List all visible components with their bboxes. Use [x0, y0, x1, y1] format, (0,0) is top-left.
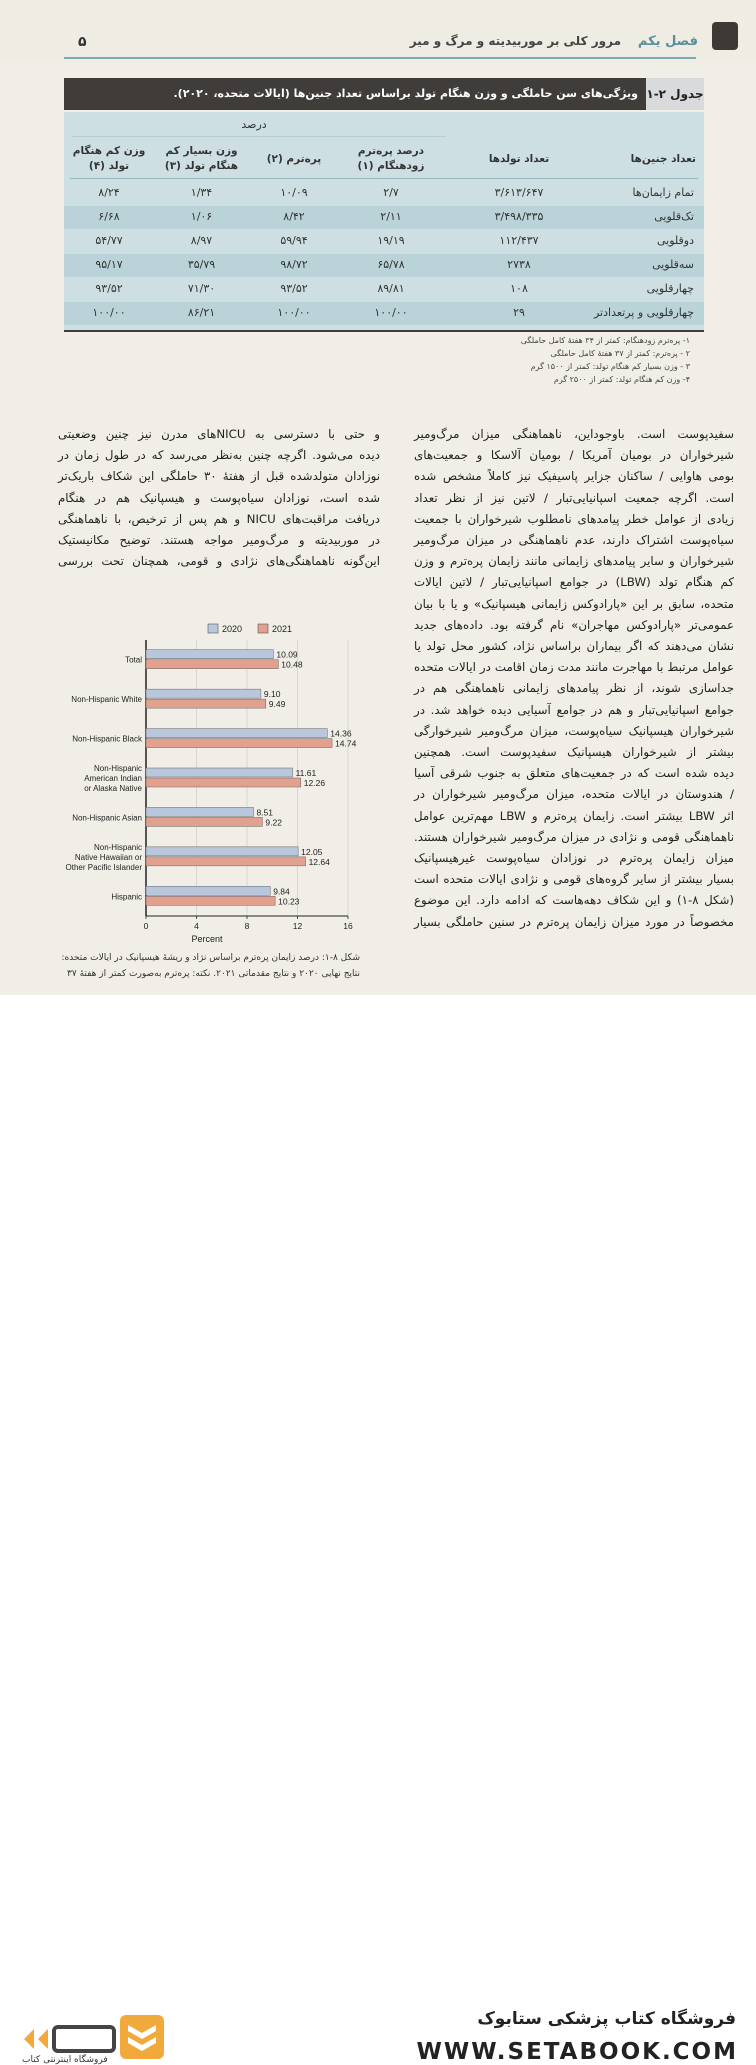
category-label: or Alaska Native	[84, 784, 142, 793]
table-cell: ۲۹	[513, 306, 525, 319]
table-cell: ۳/۴۹۸/۳۳۵	[494, 210, 544, 223]
table-cell: ۹۸/۷۲	[280, 258, 308, 271]
table-cell: ۱۰/۰۹	[280, 186, 308, 199]
table-title: ویژگی‌های سن حاملگی و وزن هنگام تولد براساس تعداد جنین‌ها (ایالات متحده، ۲۰۲۰).	[173, 87, 638, 100]
table-cell: ۷۱/۳۰	[187, 282, 216, 295]
legend-swatch	[258, 624, 268, 633]
col-header-vlbw: وزن بسیار کم هنگام تولد (۳)	[164, 145, 239, 172]
chapter-label: فصل یکم	[637, 34, 698, 49]
text-line: شیرخواران و سایر پیامدهای زایمانی مانند زایمان پره‌ترم و وزن	[414, 554, 734, 569]
category-label: Non-Hispanic	[93, 842, 142, 852]
category-label: Other Pacific Islander	[65, 862, 142, 872]
body-text-left-column	[58, 424, 380, 572]
caption-line: نتایج نهایی ۲۰۲۰ و نتایج مقدماتی ۲۰۲۱. نکته: پره‌ترم به‌صورت کمتر از هفتهٔ ۳۷	[67, 969, 360, 979]
bar-2020	[146, 689, 261, 698]
table-cell: چهارقلویی و پرتعدادتر	[593, 306, 694, 319]
text-line: اثر LBW بیشتر است. زایمان پره‌ترم و LBW مهم‌ترین عوامل	[414, 808, 734, 823]
header-rule	[70, 178, 698, 179]
chapter-logo	[712, 22, 738, 50]
text-line: عمومی‌تر «پارادوکس مهاجران» نام گرفته بود. داده‌های جدید	[414, 617, 734, 632]
x-axis-label: Percent	[191, 934, 223, 944]
bar-2021	[146, 857, 306, 866]
text-line: ناهماهنگی قومی و نژادی در میزان مرگ‌ومیر شیرخواران هستند.	[414, 829, 734, 844]
table-label: جدول ۲-۱	[646, 78, 704, 110]
bar-2021	[146, 778, 301, 787]
table-cell: ۱۰۰/۰۰	[374, 306, 408, 319]
text-line: دریافت مراقبت‌های NICU و هم پس از ترخیص، با ناهماهنگی	[58, 511, 380, 526]
table-cell: ۱۱۲/۴۳۷	[499, 234, 539, 247]
table-cell: ۱/۰۶	[190, 210, 213, 223]
figure-caption	[60, 950, 360, 982]
category-label: Hispanic	[111, 892, 142, 902]
bar-2021	[146, 699, 266, 708]
table-row	[64, 230, 704, 253]
table-group-header: درصد	[241, 118, 267, 131]
table-cell: ۱۰۸	[510, 282, 528, 295]
table-cell: ۸۹/۸۱	[377, 282, 405, 295]
text-line: در موربیدیته و مرگ‌ومیر مواجه هستند. توضیح مکانیستیک	[58, 533, 380, 548]
bar-value-label: 9.49	[268, 699, 286, 710]
footnote: ۳ - وزن بسیار کم هنگام تولد: کمتر از ۱۵۰۰ گرم	[530, 362, 690, 371]
bar-2020	[146, 650, 273, 659]
text-line: بسیار بیشتر از سایر گروه‌های قومی و نژادی ایالات متحده است	[414, 872, 734, 887]
table-cell: ۳۵/۷۹	[187, 258, 216, 271]
caption-line: شکل ۸-۱: درصد زایمان پره‌ترم براساس نژاد و ریشهٔ هیسپانیک در ایالات متحده:	[61, 953, 360, 963]
table-bottom-rule	[64, 330, 704, 332]
category-label: Non-Hispanic White	[71, 695, 142, 705]
table-cell: ۳/۶۱۳/۶۴۷	[494, 186, 544, 199]
col-header-fetuses: تعداد جنین‌ها	[630, 153, 696, 165]
page-number: ۵	[78, 34, 87, 50]
table-cell: ۱۹/۱۹	[377, 234, 405, 247]
brand-subtitle: فروشگاه اینترنتی کتاب	[22, 2055, 108, 2065]
text-line: بومی هاوایی / ساکنان جزایر پاسیفیک نیز کاملاً مشخص شده	[414, 469, 734, 484]
col-header-lbw: وزن کم هنگام تولد (۴)	[72, 145, 146, 172]
data-table	[64, 112, 704, 330]
category-label: Non-Hispanic Black	[72, 734, 142, 744]
bar-2021	[146, 896, 275, 905]
table-row	[64, 278, 704, 301]
text-line: جوامع اسپانیایی‌تبار و هم در جوامع آسیایی دیده خواهد شد. در	[414, 702, 734, 717]
bar-value-label: 10.09	[276, 649, 298, 660]
table-cell: ۹۵/۱۷	[95, 258, 123, 271]
text-line: (شکل ۸-۱) و این شکاف دهه‌هاست که ادامه دارد. این موضوع	[414, 893, 735, 908]
col-header-preterm: پره‌ترم (۲)	[266, 153, 322, 165]
bar-value-label: 9.22	[265, 817, 282, 828]
book-page	[0, 0, 756, 995]
brand-wordmark	[54, 2027, 114, 2051]
bar-2021	[146, 660, 278, 669]
running-title: مرور کلی بر موربیدیته و مرگ و میر	[409, 34, 621, 48]
table-row	[64, 254, 704, 277]
bar-value-label: 14.36	[330, 728, 352, 739]
col-header-early-preterm: درصد پره‌ترم زودهنگام (۱)	[357, 145, 425, 172]
text-line: دیده شده است که در جمعیت‌های متعلق به جنوب شرقی آسیا	[414, 766, 734, 781]
bar-2020	[146, 886, 270, 895]
table-cell: ۸/۲۴	[98, 186, 120, 199]
x-tick-label: 4	[194, 921, 199, 931]
x-tick-label: 12	[292, 921, 303, 931]
table-cell: ۲۷۳۸	[507, 258, 531, 271]
table-cell: ۱/۳۴	[190, 186, 213, 199]
bar-value-label: 9.10	[263, 689, 281, 700]
text-line: نوزادان متولدشده قبل از هفتهٔ ۳۰ حاملگی این شکاف باریک‌تر	[58, 469, 380, 484]
group-rule	[72, 136, 446, 137]
table-cell: ۸/۴۲	[283, 210, 305, 223]
table-cell: ۹۳/۵۲	[95, 282, 123, 295]
text-line: عوامل مرتبط با مهاجرت مانند مدت زمان اقامت در ایالات متحده	[414, 660, 734, 675]
table-cell: چهارقلویی	[646, 282, 694, 295]
table-row	[64, 302, 704, 325]
category-label: Non-Hispanic	[93, 764, 142, 773]
text-line: جداسازی شوند، از نظر پیامدهای زایمانی ناهماهنگی هم در	[414, 681, 734, 696]
table-cell: ۹۳/۵۲	[280, 282, 308, 295]
table-cell: ۲/۱۱	[380, 210, 402, 223]
table-cell: تمام زایمان‌ها	[632, 186, 694, 199]
text-line: / هندوستان در ایالات متحده، میزان مرگ‌ومیر شیرخواران در	[414, 787, 734, 802]
bar-value-label: 10.23	[278, 896, 300, 907]
text-line: کم هنگام تولد (LBW) در جوامع اسپانیایی‌تبار / لاتین ایالات	[414, 575, 734, 590]
text-line: مخصوصاً در مورد میزان زایمان پره‌ترم در سنین حاملگی بسیار	[414, 914, 734, 929]
bar-2020	[146, 768, 293, 777]
preterm-bar-chart	[58, 618, 358, 948]
text-line: دیده می‌شود. اگرچه چنین به‌نظر می‌رسد که در طول زمان در	[58, 448, 380, 463]
text-line: نشان می‌دهند که اگر بیماران براساس نژاد، کشور محل تولد یا	[414, 639, 734, 654]
bar-value-label: 12.64	[308, 856, 330, 867]
table-cell: ۱۰۰/۰۰	[277, 306, 311, 319]
category-label: Non-Hispanic Asian	[72, 813, 142, 823]
x-tick-label: 16	[343, 921, 353, 931]
text-line: شیرخواران هیسپانیک سیاه‌پوست، میزان مرگ‌ومیر شیرخوارگی	[414, 723, 734, 738]
table-title-bar	[64, 78, 704, 110]
text-line: این‌گونه ناهماهنگی‌های نژادی و قومی، همچنان تحت بررسی	[58, 554, 380, 569]
legend-label: 2020	[222, 624, 243, 634]
bar-value-label: 8.51	[256, 807, 273, 818]
table-cell: ۱۰۰/۰۰	[92, 306, 126, 319]
x-tick-label: 8	[244, 921, 250, 931]
table-cell: دوقلویی	[656, 234, 694, 247]
table-cell: ۶۵/۷۸	[377, 258, 405, 271]
table-cell: ۲/۷	[383, 186, 399, 199]
table-row	[64, 182, 704, 205]
bar-2020	[146, 847, 298, 856]
footnote: ۴- وزن کم هنگام تولد: کمتر از ۲۵۰۰ گرم	[553, 375, 690, 384]
text-line: سفیدپوست است. باوجوداین، ناهماهنگی میزان مرگ‌ومیر	[414, 427, 734, 441]
bar-value-label: 12.26	[303, 778, 326, 788]
category-label: Native Hawaiian or	[74, 852, 142, 862]
table-cell: ۵۹/۹۴	[280, 234, 308, 247]
bar-2021	[146, 817, 262, 826]
bar-value-label: 10.48	[281, 659, 303, 670]
table-cell: ۸/۹۷	[190, 234, 213, 247]
page-header	[0, 0, 756, 62]
category-label: Total	[125, 655, 142, 665]
legend-swatch	[208, 624, 218, 633]
table-cell: تک‌قلویی	[654, 210, 694, 223]
table-cell: سه‌قلویی	[652, 258, 694, 271]
brand-arrows	[24, 2029, 48, 2049]
table-cell: ۸۶/۲۱	[187, 306, 216, 319]
text-line: سیاه‌پوست اشتراک دارند، عدم ناهماهنگی در میزان مرگ‌ومیر	[414, 533, 734, 548]
text-line: شده است، نوزادان سیاه‌پوست و هیسپانیک هم در هنگام	[58, 490, 380, 505]
bar-value-label: 14.74	[335, 738, 357, 749]
bar-value-label: 12.05	[301, 846, 323, 857]
text-line: است. اگرچه جمعیت اسپانیایی‌تبار / لاتین نیز از نظر تعداد	[414, 490, 734, 505]
bar-2020	[146, 807, 253, 816]
bar-value-label: 9.84	[273, 886, 290, 897]
table-cell: ۶/۶۸	[98, 210, 120, 223]
category-label: American Indian	[84, 774, 142, 783]
x-tick-label: 0	[143, 921, 149, 931]
text-line: و حتی با دسترسی به NICUهای مدرن نیز چنین وضعیتی	[58, 427, 380, 441]
text-line: شیرخواران در بومیان آمریکا / بومیان آلاسکا و جمعیت‌های	[414, 448, 734, 463]
text-line: متحده، سابق بر این «پارادوکس زایمانی هیسپانیک» و یا با بیان	[414, 596, 734, 611]
table-row	[64, 206, 704, 229]
shop-url[interactable]: WWW.SETABOOK.COM	[416, 2039, 738, 2065]
header-rule	[64, 57, 696, 59]
body-text-right-column	[414, 424, 734, 933]
footnote: ۱- پره‌ترم زودهنگام: کمتر از ۳۴ هفتهٔ کامل حاملگی	[520, 336, 690, 345]
legend-label: 2021	[272, 624, 293, 634]
shop-name: فروشگاه کتاب پزشکی ستابوک	[477, 2009, 736, 2029]
bar-value-label: 11.61	[295, 768, 317, 778]
col-header-births: تعداد تولدها	[488, 153, 550, 165]
store-banner	[0, 995, 756, 2065]
bar-2021	[146, 739, 332, 748]
bar-2020	[146, 729, 327, 738]
table-cell: ۵۴/۷۷	[95, 234, 123, 247]
footnote: ۲ - پره‌ترم: کمتر از ۳۷ هفتهٔ کامل حاملگی	[550, 349, 690, 358]
text-line: بیشتر از شیرخواران هیسپانیک سفیدپوست است. همچنین	[414, 745, 734, 760]
text-line: میزان زایمان پره‌ترم در نوزادان سیاه‌پوست غیرهیسپانیک	[414, 851, 734, 866]
text-line: زیادی از عوامل خطر پیامدهای نامطلوب شیرخواران با جمعیت	[414, 511, 734, 526]
